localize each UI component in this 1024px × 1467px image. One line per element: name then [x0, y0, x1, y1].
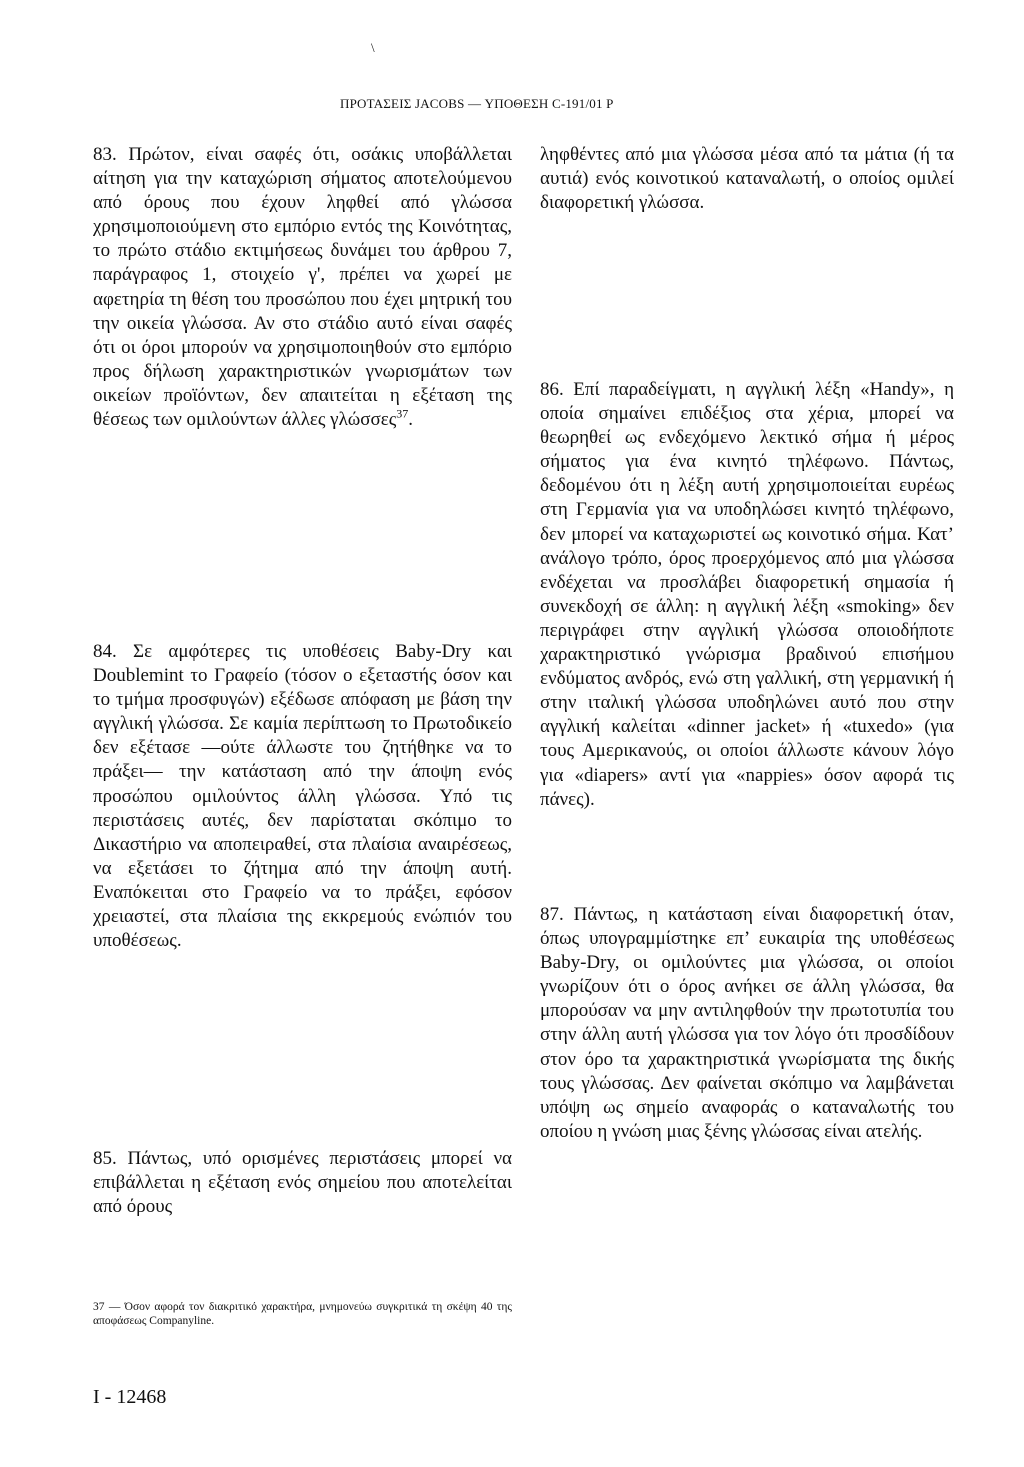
footnote-37: 37 — Όσον αφορά τον διακριτικό χαρακτήρα, μνημονεύω συγκριτικά τη σκέψη 40 της αποφάσεως Companyline.: [93, 1301, 512, 1327]
paragraph-85-continued: ληφθέντες από μια γλώσσα μέσα από τα μάτια (ή τα αυτιά) ενός κοινοτικού καταναλωτή, ο οποίος ομιλεί διαφορετική γλώσσα.: [540, 144, 954, 214]
paragraph-86: 86. Επί παραδείγματι, η αγγλική λέξη «Handy», η οποία σημαίνει επιδέξιος στα χέρια, μπορεί να θεωρηθεί ως ενδεχόμενο λεκτικό σήμα ή μέρος σήματος για ένα κινητό τηλέφωνο. Πάντως, δεδομένου ότι η λέξη αυτή χρησιμοποιείται ευρέως στη Γερμανία για να υποδηλώσει κινητό τηλέφωνο, δεν μπορεί να καταχωριστεί ως κοινοτικό σήμα. Κατ’ ανάλογο τρόπο, όρος προερχόμενος από μια γλώσσα ενδέχεται να προσλάβει διαφορετική σημασία ή συνεκδοχή σε άλλη: η αγγλική λέξη «smoking» δεν περιγράφει στην αγγλική γλώσσα οποιοδήποτε χαρακτηριστικό γνώρισμα βραδινού επισήμου ενδύματος ανδρός, ενώ στη γαλλική, στη γερμανική ή στην ιταλική γλώσσα υποδηλώνει αυτό που στην αγγλική καλείται «dinner jacket» ή «tuxedo» (για τους Αμερικανούς, οι οποίοι άλλωστε κάνουν λόγο για «diapers» αντί για «nappies» όσον αφορά τις πάνες).: [540, 379, 954, 810]
paragraph-83: [93, 143, 512, 432]
margin-mark: \: [371, 40, 375, 55]
paragraph-83-end: .: [408, 409, 414, 431]
page-number: I - 12468: [93, 1386, 167, 1408]
footnote-ref-37[interactable]: 37: [396, 406, 409, 421]
paragraph-85-start: 85. Πάντως, υπό ορισμένες περιστάσεις μπορεί να επιβάλλεται η εξέταση ενός σημείου που αποτελείται από όρους: [93, 1148, 512, 1218]
running-header: ΠΡΟΤΑΣΕΙΣ JACOBS — ΥΠΟΘΕΣΗ C-191/01 P: [340, 96, 614, 111]
paragraph-84: 84. Σε αμφότερες τις υποθέσεις Baby-Dry και Doublemint το Γραφείο (τόσον ο εξεταστής όσον και το τμήμα προσφυγών) εξέδωσε απόφαση με βάση την αγγλική γλώσσα. Σε καμία περίπτωση το Πρωτοδικείο δεν εξέτασε —ούτε άλλωστε του ζητήθηκε να το πράξει— την κατάσταση από την άποψη ενός προσώπου ομιλούντος άλλη γλώσσα. Υπό τις περιστάσεις αυτές, δεν παρίσταται σκόπιμο το Δικαστήριο να αποπειραθεί, στα πλαίσια αναιρέσεως, να εξετάσει το ζήτημα από την άποψη αυτή. Εναπόκειται στο Γραφείο να το πράξει, εφόσον χρειαστεί, στα πλαίσια της εκκρεμούς ενώπιόν του υποθέσεως.: [93, 641, 512, 952]
paragraph-83-text: 83. Πρώτον, είναι σαφές ότι, οσάκις υποβάλλεται αίτηση για την καταχώριση σήματος αποτελούμενου από όρους που έχουν ληφθεί από γλώσσα χρησιμοποιούμενη στο εμπόριο εντός της Κοινότητας, το πρώτο στάδιο εκτιμήσεως δυνάμει του άρθρου 7, παράγραφος 1, στοιχείο γ', πρέπει να χωρεί με αφετηρία τη θέση του προσώπου που έχει μητρική του την οικεία γλώσσα. Αν στο στάδιο αυτό είναι σαφές ότι οι όροι μπορούν να χρησιμοποιηθούν στο εμπόριο προς δήλωση χαρακτηριστικών γνωρισμάτων των οικείων προϊόντων, δεν απαιτείται η εξέταση της θέσεως των ομιλούντων άλλες γλώσσες: [93, 144, 512, 431]
paragraph-87: 87. Πάντως, η κατάσταση είναι διαφορετική όταν, όπως υπογραμμίστηκε επ’ ευκαιρία της υποθέσεως Baby-Dry, οι ομιλούντες μια γλώσσα, οι οποίοι γνωρίζουν ότι ο όρος ανήκει σε άλλη γλώσσα, θα μπορούσαν να μην αντιληφθούν την πρωτοτυπία του στην άλλη αυτή γλώσσα για τον λόγο ότι προσδίδουν στον όρο τα χαρακτηριστικά γνωρίσματα της δικής τους γλώσσας. Δεν φαίνεται σκόπιμο να λαμβάνεται υπόψη ως σημείο αναφοράς ο καταναλωτής του οποίου η γνώση μιας ξένης γλώσσας είναι ατελής.: [540, 904, 954, 1142]
